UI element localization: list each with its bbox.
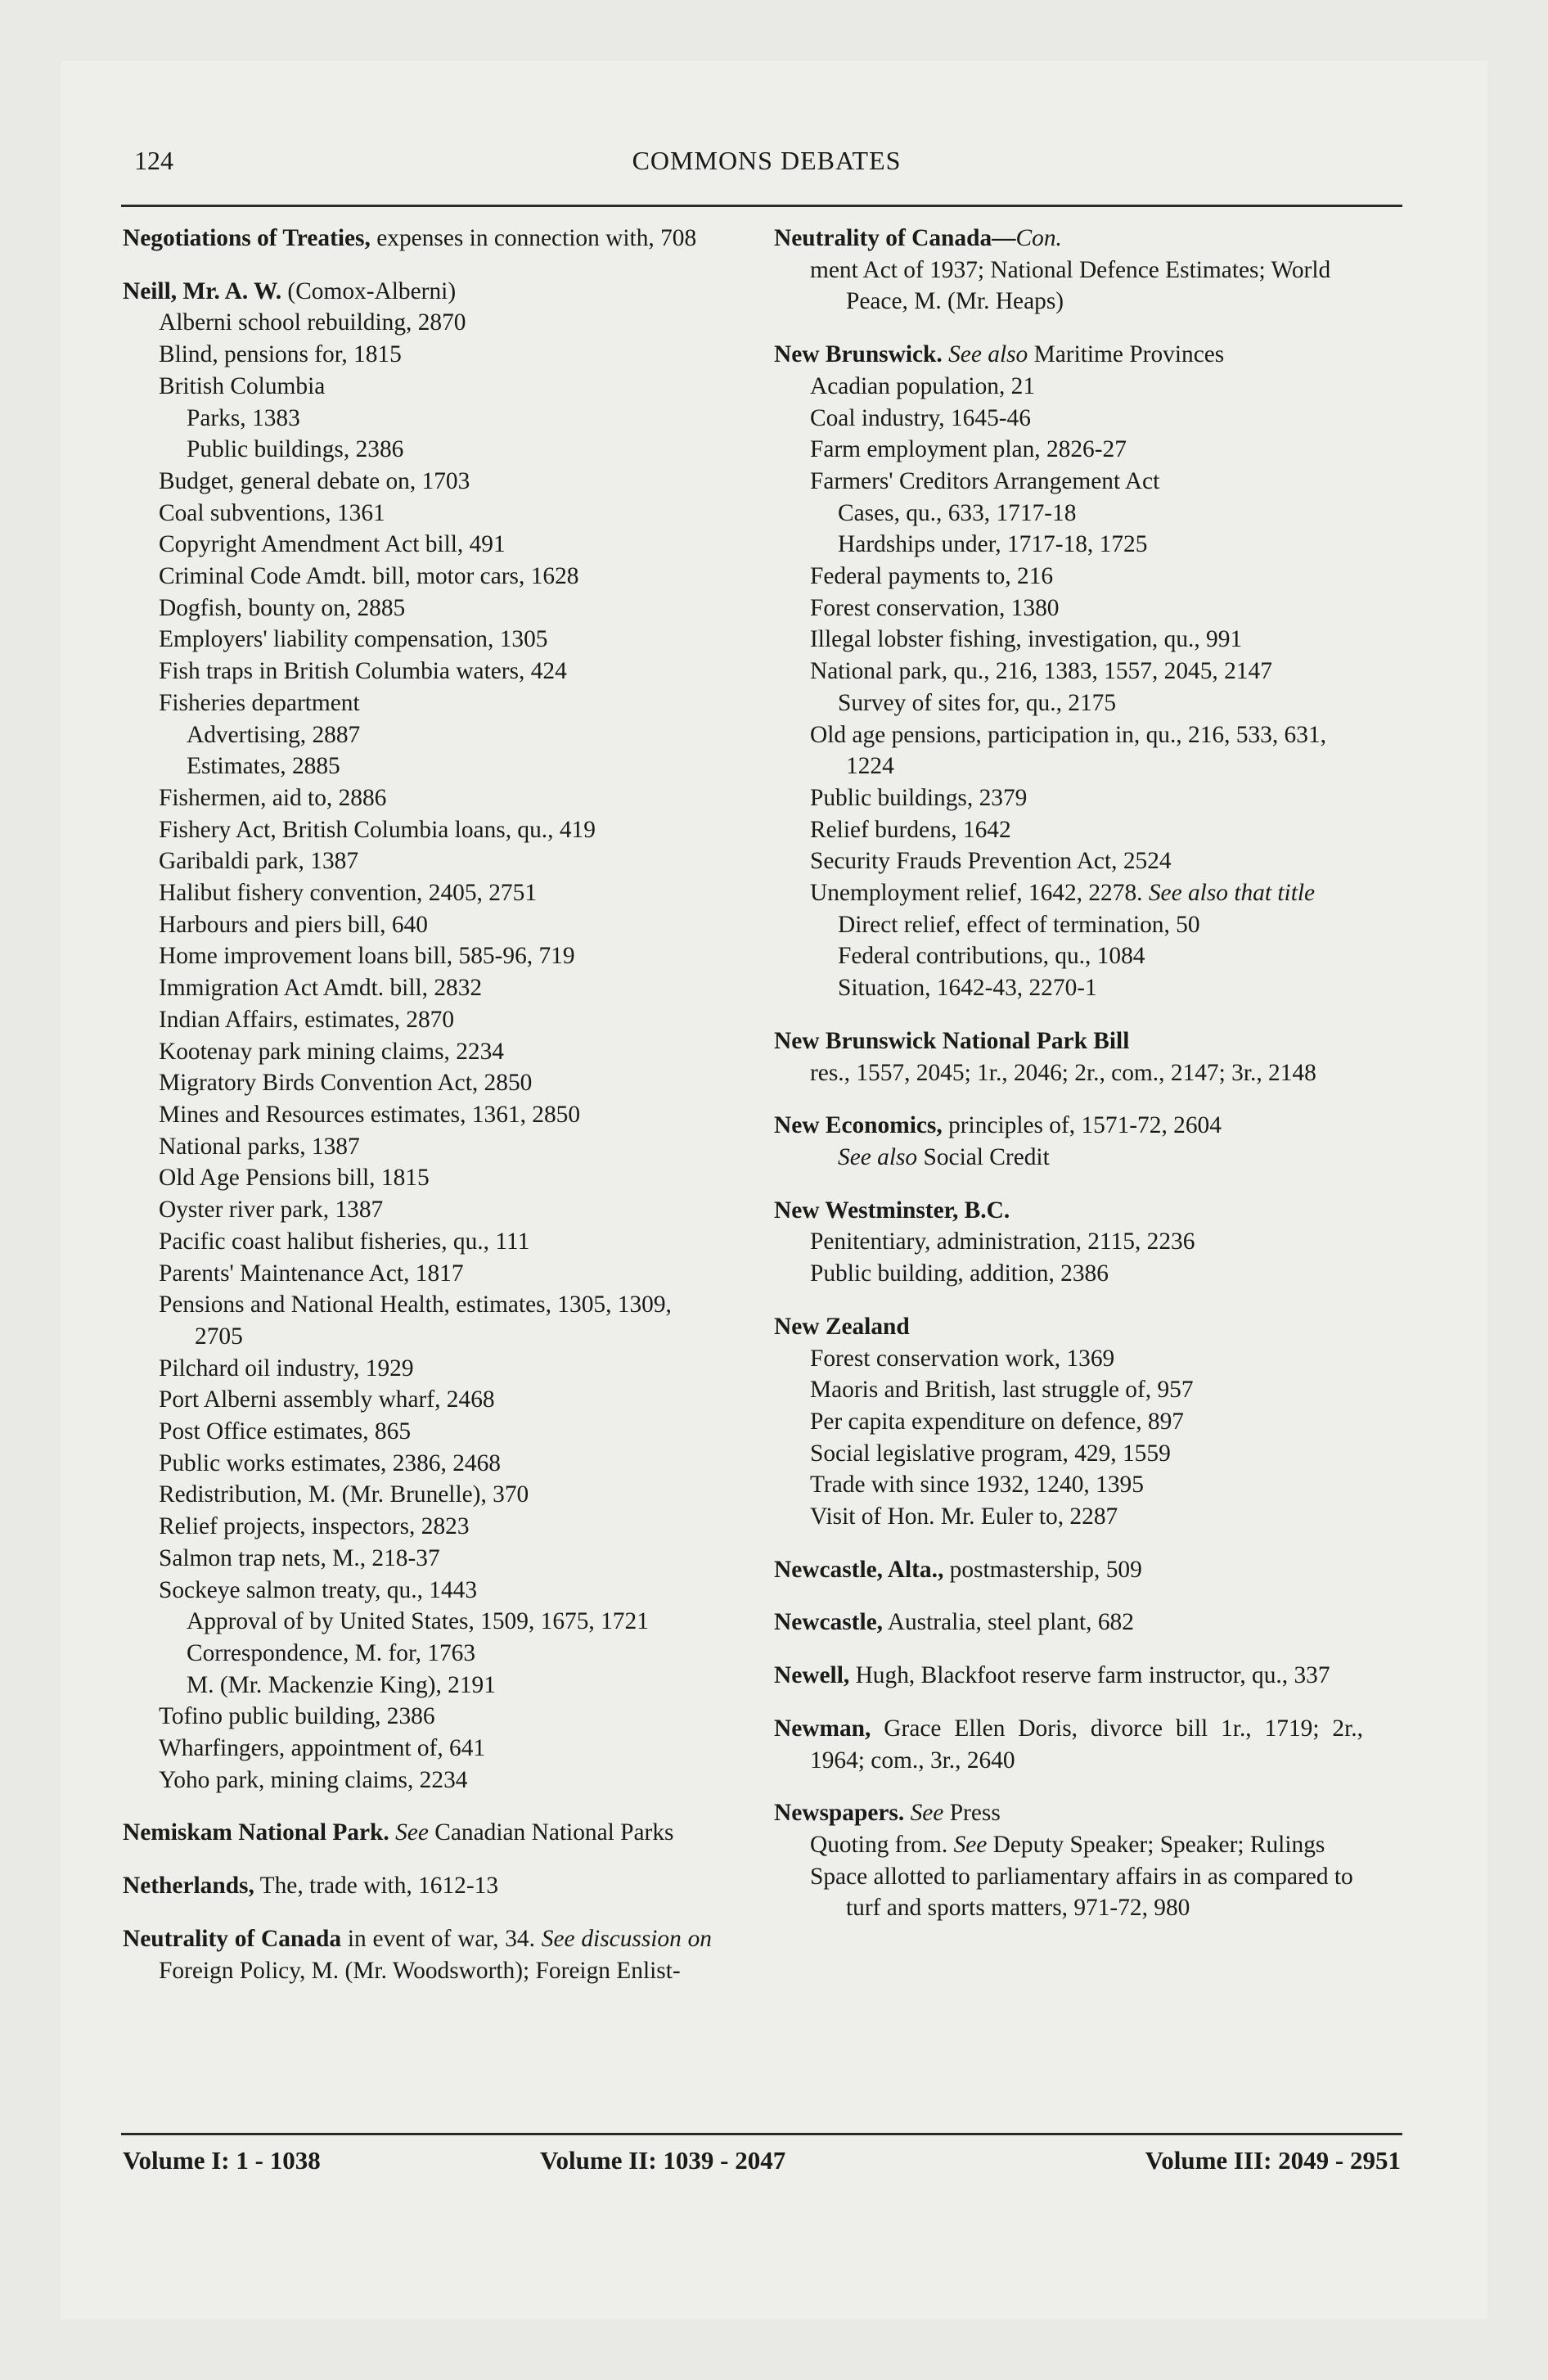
index-heading (774, 1713, 1363, 1776)
index-entry (123, 1923, 712, 1986)
sub-entry: Maoris and British, last struggle of, 957 (810, 1377, 1194, 1404)
index-heading (123, 1817, 712, 1849)
sub-entry: Home improvement loans bill, 585-96, 719 (159, 943, 575, 970)
sub-sub-entry: Correspondence, M. for, 1763 (187, 1639, 476, 1666)
sub-sub-entry: Public buildings, 2386 (187, 436, 404, 463)
sub-entry: Fish traps in British Columbia waters, 424 (159, 658, 567, 685)
sub-entry: Garibaldi park, 1387 (159, 848, 359, 875)
index-entry (774, 223, 1363, 318)
index-heading (774, 1607, 1363, 1639)
sub-entry: Dogfish, bounty on, 2885 (159, 594, 406, 621)
sub-entry: Employers' liability compensation, 1305 (159, 626, 548, 653)
sub-entry: Kootenay park mining claims, 2234 (159, 1038, 505, 1065)
sub-entry: Public works estimates, 2386, 2468 (159, 1449, 501, 1476)
sub-sub-entry: Advertising, 2887 (187, 721, 361, 748)
heading-text (904, 1800, 910, 1826)
sub-sub-entry: Direct relief, effect of termination, 50 (838, 911, 1200, 938)
sub-entry: Pensions and National Health, estimates, 1305, 1309, 2705 (159, 1291, 672, 1350)
index-entry (774, 1025, 1363, 1089)
sub-sub-entry: Estimates, 2885 (187, 753, 340, 780)
heading-text (389, 1819, 395, 1846)
index-entry (774, 1713, 1363, 1776)
heading-keyword: Newell, (774, 1662, 850, 1689)
index-heading (123, 1923, 712, 1986)
sub-entry: Quoting from. See Deputy Speaker; Speaker; Rulings (810, 1831, 1325, 1858)
heading-keyword: Newman, (774, 1715, 871, 1742)
sub-sub-entry: Situation, 1642-43, 2270-1 (838, 975, 1097, 1002)
heading-text: See discussion on (541, 1925, 713, 1952)
sub-sub-entry: Parks, 1383 (187, 404, 300, 431)
sub-entry: Relief burdens, 1642 (810, 816, 1011, 843)
sub-entry: Per capita expenditure on defence, 897 (810, 1408, 1184, 1435)
heading-keyword: Neutrality of Canada— (774, 225, 1016, 251)
sub-entry: Old age pensions, participation in, qu., 216, 533, 631, 1224 (810, 721, 1326, 780)
heading-keyword: Negotiations of Treaties, (123, 225, 371, 251)
page-header (134, 146, 1399, 182)
sub-sub-entry: Hardships under, 1717-18, 1725 (838, 531, 1148, 558)
index-column-right (774, 223, 1363, 1924)
sub-entry: Redistribution, M. (Mr. Brunelle), 370 (159, 1481, 529, 1508)
heading-text: See (395, 1819, 429, 1846)
heading-keyword: Neill, Mr. A. W. (123, 277, 282, 304)
index-entry (774, 339, 1363, 1004)
sub-entry: Coal industry, 1645-46 (810, 404, 1031, 431)
heading-text: Maritime Provinces (1028, 341, 1225, 368)
sub-entry: Pilchard oil industry, 1929 (159, 1355, 414, 1382)
sub-entry: ment Act of 1937; National Defence Estimates; World Peace, M. (Mr. Heaps) (810, 256, 1331, 315)
index-heading (123, 1870, 712, 1902)
heading-keyword: Neutrality of Canada (123, 1925, 342, 1952)
sub-sub-entry: See also Social Credit (838, 1143, 1050, 1170)
sub-entry: Halibut fishery convention, 2405, 2751 (159, 880, 538, 907)
heading-text: Hugh, Blackfoot reserve farm instructor, qu., 337 (849, 1662, 1330, 1689)
heading-keyword: Nemiskam National Park. (123, 1819, 389, 1846)
heading-keyword: New Zealand (774, 1313, 910, 1340)
heading-text: Foreign Policy, M. (Mr. Woodsworth); Foreign Enlist- (159, 1957, 681, 1984)
volume-two-range: Volume II: 1039 - 2047 (540, 2146, 786, 2175)
sub-entry: Social legislative program, 429, 1559 (810, 1440, 1171, 1467)
index-entry (123, 276, 712, 1796)
sub-entry: Oyster river park, 1387 (159, 1197, 384, 1224)
sub-entry: Unemployment relief, 1642, 2278. See also that title (810, 880, 1316, 907)
heading-keyword: Netherlands, (123, 1873, 254, 1900)
sub-entry: National park, qu., 216, 1383, 1557, 2045, 2147 (810, 658, 1272, 685)
sub-entry: Fisheries department (159, 689, 360, 716)
sub-entry: Illegal lobster fishing, investigation, qu., 991 (810, 626, 1243, 653)
sub-entry: Sockeye salmon treaty, qu., 1443 (159, 1576, 478, 1603)
sub-entry: Visit of Hon. Mr. Euler to, 2287 (810, 1503, 1118, 1530)
heading-text: postmastership, 509 (943, 1556, 1142, 1583)
index-heading (774, 1195, 1363, 1227)
sub-entry: Parents' Maintenance Act, 1817 (159, 1260, 464, 1287)
index-heading (774, 1554, 1363, 1586)
sub-entry: Coal subventions, 1361 (159, 499, 385, 526)
sub-entry: Pacific coast halibut fisheries, qu., 111 (159, 1228, 530, 1255)
sub-entry: National parks, 1387 (159, 1133, 360, 1160)
index-heading (774, 1025, 1363, 1057)
sub-entry: British Columbia (159, 372, 326, 399)
index-heading (774, 339, 1363, 371)
sub-entry: Criminal Code Amdt. bill, motor cars, 1628 (159, 563, 579, 590)
sub-entry: Mines and Resources estimates, 1361, 2850 (159, 1101, 581, 1128)
sub-entry: Yoho park, mining claims, 2234 (159, 1766, 468, 1793)
sub-entry: Federal payments to, 216 (810, 563, 1054, 590)
sub-entry: Farmers' Creditors Arrangement Act (810, 467, 1160, 494)
sub-entry: Acadian population, 21 (810, 372, 1036, 399)
sub-entry: Trade with since 1932, 1240, 1395 (810, 1472, 1144, 1499)
index-entry (774, 1110, 1363, 1173)
heading-text: See (910, 1800, 944, 1827)
sub-entry: Migratory Birds Convention Act, 2850 (159, 1070, 533, 1097)
sub-sub-entry: Approval of by United States, 1509, 1675, 1721 (187, 1608, 649, 1635)
heading-text: principles of, 1571-72, 2604 (942, 1112, 1222, 1139)
index-entry (774, 1554, 1363, 1586)
sub-sub-entry: Cases, qu., 633, 1717-18 (838, 499, 1077, 526)
index-entry (774, 1660, 1363, 1692)
sub-entry: Farm employment plan, 2826-27 (810, 436, 1127, 463)
index-heading (774, 1797, 1363, 1829)
sub-entry: Post Office estimates, 865 (159, 1418, 412, 1445)
heading-text: See also (948, 341, 1028, 368)
sub-entry: Copyright Amendment Act bill, 491 (159, 531, 506, 558)
index-heading (774, 223, 1363, 255)
sub-entry: Alberni school rebuilding, 2870 (159, 309, 466, 336)
heading-text: (Comox-Alberni) (281, 277, 457, 304)
sub-entry: Tofino public building, 2386 (159, 1703, 435, 1730)
sub-entry: Public building, addition, 2386 (810, 1260, 1109, 1287)
index-entry (123, 1870, 712, 1902)
heading-keyword: Newcastle, (774, 1609, 884, 1636)
sub-entry: Security Frauds Prevention Act, 2524 (810, 848, 1172, 875)
sub-entry: Public buildings, 2379 (810, 784, 1028, 811)
index-column-left (123, 223, 712, 1986)
sub-entry: Forest conservation, 1380 (810, 594, 1060, 621)
index-entry (123, 223, 712, 255)
sub-entry: Salmon trap nets, M., 218-37 (159, 1544, 440, 1571)
sub-sub-entry: Federal contributions, qu., 1084 (838, 943, 1145, 970)
volume-three-range: Volume III: 2049 - 2951 (1145, 2146, 1401, 2175)
heading-keyword: Newspapers. (774, 1800, 905, 1827)
page-number: 124 (134, 146, 173, 175)
sub-entry: Space allotted to parliamentary affairs in as compared to turf and sports matters, 971-72, 980 (810, 1863, 1353, 1922)
index-heading (123, 276, 712, 308)
index-heading (774, 1660, 1363, 1692)
index-heading (774, 1311, 1363, 1343)
heading-text: expenses in connection with, 708 (370, 225, 697, 251)
sub-entry: Fishery Act, British Columbia loans, qu., 419 (159, 816, 596, 843)
heading-keyword: New Economics, (774, 1112, 943, 1139)
sub-entry: Budget, general debate on, 1703 (159, 467, 470, 494)
sub-entry: Penitentiary, administration, 2115, 2236 (810, 1228, 1195, 1255)
sub-entry: Old Age Pensions bill, 1815 (159, 1165, 430, 1192)
heading-text: Grace Ellen Doris, divorce bill 1r., 1719; 2r., 1964; com., 3r., 2640 (810, 1715, 1363, 1774)
index-heading (774, 1110, 1363, 1142)
sub-entry: Harbours and piers bill, 640 (159, 911, 428, 938)
sub-entry: Immigration Act Amdt. bill, 2832 (159, 975, 483, 1002)
sub-entry: Blind, pensions for, 1815 (159, 341, 402, 368)
sub-entry: Forest conservation work, 1369 (810, 1345, 1115, 1372)
sub-sub-entry: Survey of sites for, qu., 2175 (838, 689, 1117, 716)
heading-text: The, trade with, 1612-13 (254, 1873, 499, 1900)
sub-entry: res., 1557, 2045; 1r., 2046; 2r., com., 2147; 3r., 2148 (810, 1059, 1316, 1086)
sub-entry: Wharfingers, appointment of, 641 (159, 1735, 486, 1762)
heading-keyword: New Brunswick. (774, 341, 943, 368)
volume-footer (123, 2146, 1401, 2184)
sub-entry: Port Alberni assembly wharf, 2468 (159, 1386, 495, 1413)
header-rule (121, 205, 1402, 207)
index-entry (774, 1797, 1363, 1924)
heading-text (943, 341, 948, 367)
sub-entry: Relief projects, inspectors, 2823 (159, 1513, 470, 1540)
index-heading (123, 223, 712, 255)
volume-one-range: Volume I: 1 - 1038 (123, 2146, 321, 2175)
footer-rule (121, 2133, 1402, 2135)
sub-entry: Indian Affairs, estimates, 2870 (159, 1006, 455, 1033)
heading-text: Con. (1015, 225, 1062, 251)
heading-text: Canadian National Parks (428, 1819, 674, 1846)
sub-sub-entry: M. (Mr. Mackenzie King), 2191 (187, 1671, 496, 1698)
heading-text: Press (943, 1800, 1001, 1827)
running-title: COMMONS DEBATES (632, 146, 902, 175)
heading-keyword: New Brunswick National Park Bill (774, 1027, 1130, 1054)
index-entry (774, 1195, 1363, 1290)
heading-text: Australia, steel plant, 682 (883, 1609, 1134, 1636)
sub-entry: Fishermen, aid to, 2886 (159, 784, 387, 811)
heading-keyword: Newcastle, Alta., (774, 1556, 944, 1583)
heading-text: in event of war, 34. (341, 1925, 542, 1952)
index-entry (123, 1817, 712, 1849)
heading-keyword: New Westminster, B.C. (774, 1197, 1010, 1224)
index-entry (774, 1607, 1363, 1639)
index-entry (774, 1311, 1363, 1533)
